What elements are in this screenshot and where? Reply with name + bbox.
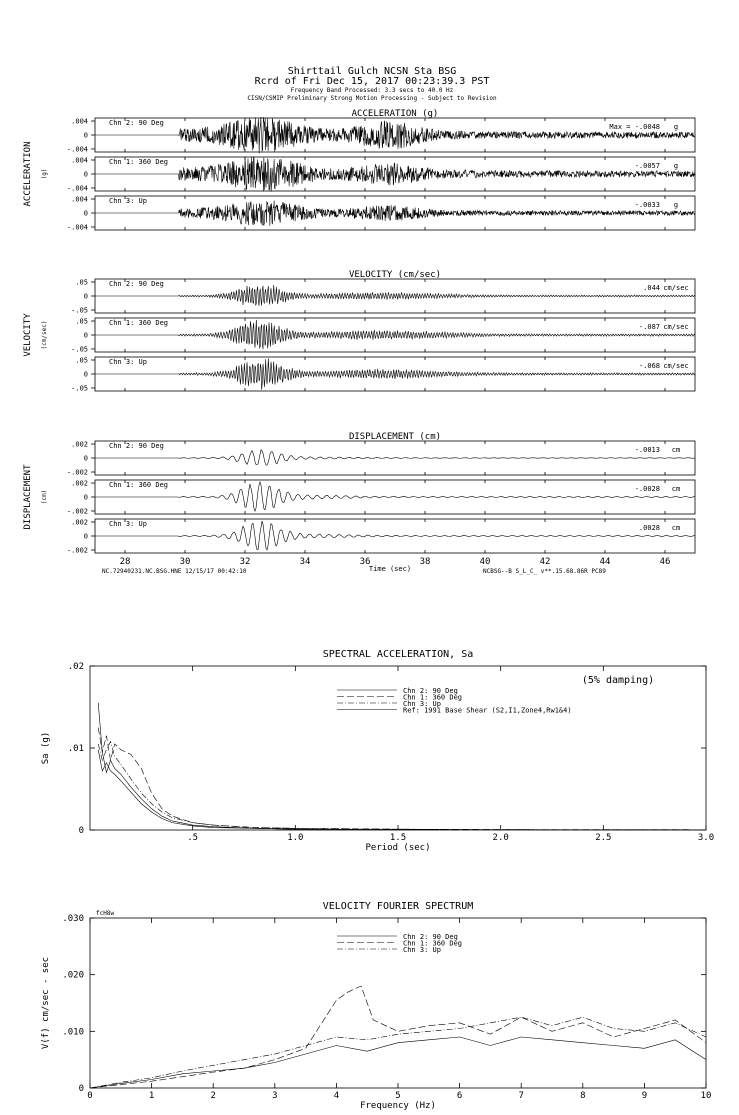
x-tick-label: 38 <box>419 557 431 567</box>
trace-line <box>95 358 695 389</box>
channel-label: Chn 3: Up <box>109 358 147 366</box>
chart-legend <box>337 933 462 954</box>
channel-label: Chn 2: 90 Deg <box>109 119 164 127</box>
channel-trace-3 <box>67 519 695 555</box>
y-tick-label: -.05 <box>71 306 88 315</box>
x-tick-label: .5 <box>187 833 199 843</box>
trace-frame <box>95 318 695 352</box>
y-tick-label: .020 <box>62 970 84 981</box>
series-line-3 <box>90 1017 706 1088</box>
peak-value: -.0033 <box>634 201 660 209</box>
peak-value: -.0013 <box>634 446 660 454</box>
y-tick-label: 0 <box>83 370 88 379</box>
peak-value: -.068 <box>638 362 660 370</box>
channel-label: Chn 3: Up <box>109 197 147 205</box>
series-line-2 <box>98 728 706 830</box>
spectral-acceleration-chart <box>41 649 714 853</box>
trace-line <box>95 201 695 226</box>
legend-label: Ref: 1991 Base Shear (S2,I1,Zone4,Rw1&4) <box>403 706 572 715</box>
peak-value: .0028 <box>638 524 660 532</box>
peak-unit: cm/sec <box>663 323 689 331</box>
y-tick-label: -.004 <box>66 223 88 232</box>
displacement-panel <box>23 432 695 575</box>
y-tick-label: .004 <box>71 156 88 165</box>
y-tick-label: 0 <box>83 532 88 541</box>
x-tick-label: 9 <box>641 1091 648 1101</box>
x-tick-label: 1.0 <box>287 833 304 843</box>
panel-unit-label: (g) <box>41 168 48 180</box>
channel-label: Chn 1: 360 Deg <box>109 481 169 489</box>
x-tick-label: 30 <box>179 557 191 567</box>
channel-trace-1 <box>67 117 695 154</box>
legend-label: Chn 1: 360 Deg <box>403 693 463 702</box>
trace-frame <box>95 357 695 391</box>
peak-unit: cm <box>671 485 681 493</box>
y-tick-label: .05 <box>75 278 88 287</box>
y-tick-label: 0 <box>83 493 88 502</box>
channel-label: Chn 2: 90 Deg <box>109 280 164 288</box>
y-tick-label: 0 <box>83 131 88 140</box>
x-tick-label: 10 <box>700 1091 712 1101</box>
y-tick-label: .05 <box>75 356 88 365</box>
record-id-footer: NC.72940231.NC.BSG.HNE 12/15/17 00:42:10 <box>102 568 247 575</box>
x-tick-label: 8 <box>580 1091 586 1101</box>
y-tick-label: .004 <box>71 195 88 204</box>
y-tick-label: -.004 <box>66 145 88 154</box>
record-date: Rcrd of Fri Dec 15, 2017 00:23:39.3 PST <box>254 76 490 87</box>
panel-title: ACCELERATION (g) <box>351 109 439 119</box>
peak-unit: cm/sec <box>663 362 689 370</box>
x-tick-label: 2 <box>210 1091 216 1101</box>
velocity-panel <box>23 270 695 393</box>
series-line-1 <box>90 1037 706 1088</box>
trace-line <box>95 285 695 306</box>
station-code-footer: NCBSG--B S_L_C_ v**.15.68.86R PC89 <box>483 568 606 575</box>
legend-label: Chn 2: 90 Deg <box>403 687 458 695</box>
legend-label: Chn 2: 90 Deg <box>403 933 458 941</box>
channel-label: Chn 1: 360 Deg <box>109 158 169 166</box>
y-tick-label: .02 <box>67 662 84 672</box>
channel-trace-2 <box>67 480 695 516</box>
peak-value: -.0057 <box>634 162 660 170</box>
channel-trace-1 <box>67 441 695 477</box>
channel-trace-2 <box>71 318 695 354</box>
x-tick-label: 34 <box>299 557 311 567</box>
y-tick-label: 0 <box>83 209 88 218</box>
peak-unit: g <box>673 123 679 131</box>
y-tick-label: -.002 <box>66 546 88 555</box>
legend-label: Chn 3: Up <box>403 700 441 708</box>
panel-side-label: DISPLACEMENT <box>23 464 33 530</box>
y-tick-label: 0 <box>78 826 84 836</box>
y-tick-label: .030 <box>62 914 84 924</box>
x-tick-label: 4 <box>333 1091 340 1101</box>
panel-side-label: ACCELERATION <box>23 141 33 207</box>
y-tick-label: .004 <box>71 117 88 126</box>
y-tick-label: .01 <box>67 744 84 754</box>
x-tick-label: 40 <box>479 557 491 567</box>
y-tick-label: 0 <box>83 170 88 179</box>
trace-line <box>95 482 695 511</box>
y-axis-label: V(f) cm/sec - sec <box>41 956 51 1050</box>
y-tick-label: 0 <box>83 331 88 340</box>
legend-label: Chn 3: Up <box>403 946 441 954</box>
channel-label: Chn 1: 360 Deg <box>109 319 169 327</box>
x-tick-label: 46 <box>659 557 671 567</box>
x-tick-label: 6 <box>456 1091 463 1101</box>
peak-value: -.0028 <box>634 485 660 493</box>
x-axis-label: Period (sec) <box>365 843 431 853</box>
channel-label: Chn 2: 90 Deg <box>109 442 164 450</box>
channel-trace-3 <box>71 357 695 393</box>
x-tick-label: 2.0 <box>492 833 509 843</box>
corner-label: fcH8w <box>96 910 115 917</box>
x-tick-label: 36 <box>359 557 371 567</box>
velocity-fourier-spectrum-chart <box>41 901 711 1111</box>
x-tick-label: 28 <box>119 557 131 567</box>
y-tick-label: 0 <box>83 292 88 301</box>
processing-note: CISN/CSMIP Preliminary Strong Motion Processing - Subject to Revision <box>247 95 497 102</box>
panel-title: DISPLACEMENT (cm) <box>348 432 442 442</box>
x-axis-label: Time (sec) <box>368 565 412 573</box>
channel-trace-2 <box>67 157 695 193</box>
series-line-1 <box>98 703 706 830</box>
series-line-3 <box>98 741 706 829</box>
x-tick-label: 42 <box>539 557 551 567</box>
chart-title: VELOCITY FOURIER SPECTRUM <box>322 901 474 912</box>
channel-trace-1 <box>71 279 695 315</box>
y-tick-label: -.05 <box>71 384 88 393</box>
x-tick-label: 5 <box>395 1091 401 1101</box>
y-tick-label: -.002 <box>66 468 88 477</box>
peak-value: Max = -.0048 <box>609 123 660 131</box>
acceleration-panel <box>23 109 695 232</box>
panel-side-label: VELOCITY <box>23 313 33 357</box>
series-line-4 <box>98 750 706 830</box>
plot-frame <box>90 666 706 830</box>
peak-value: .044 <box>643 284 660 292</box>
y-tick-label: -.002 <box>66 507 88 516</box>
channel-trace-3 <box>67 196 695 232</box>
x-axis-label: Frequency (Hz) <box>360 1101 436 1111</box>
panel-unit-label: (cm/sec) <box>41 320 48 350</box>
chart-legend <box>337 687 572 715</box>
trace-line <box>95 157 695 192</box>
y-tick-label: -.004 <box>66 184 88 193</box>
x-tick-label: 1 <box>148 1091 155 1101</box>
peak-value: -.087 <box>638 323 660 331</box>
y-tick-label: .05 <box>75 317 88 326</box>
x-tick-label: 44 <box>599 557 611 567</box>
y-tick-label: 0 <box>78 1084 84 1094</box>
peak-unit: cm <box>671 446 681 454</box>
y-axis-label: Sa (g) <box>41 731 51 765</box>
y-tick-label: 0 <box>83 454 88 463</box>
y-tick-label: .010 <box>62 1027 84 1038</box>
plot-frame <box>90 918 706 1088</box>
x-tick-label: 32 <box>239 557 251 567</box>
series-line-2 <box>90 986 706 1088</box>
trace-line <box>95 521 695 550</box>
trace-line <box>95 450 695 465</box>
x-tick-label: 0 <box>87 1091 93 1101</box>
x-tick-label: 3.0 <box>697 833 715 843</box>
channel-label: Chn 3: Up <box>109 520 147 528</box>
x-tick-label: 1.5 <box>389 833 407 843</box>
trace-line <box>95 320 695 349</box>
panel-unit-label: (cm) <box>41 489 48 505</box>
chart-title: SPECTRAL ACCELERATION, Sa <box>322 649 474 660</box>
x-tick-label: 3 <box>272 1091 278 1101</box>
peak-unit: g <box>673 201 679 209</box>
legend-label: Chn 1: 360 Deg <box>403 939 463 948</box>
x-tick-label: 7 <box>518 1091 524 1101</box>
y-tick-label: .002 <box>71 479 88 488</box>
peak-unit: cm/sec <box>663 284 689 292</box>
peak-unit: cm <box>671 524 681 532</box>
x-tick-label: 2.5 <box>595 833 612 843</box>
trace-line <box>95 117 695 153</box>
y-tick-label: .002 <box>71 440 88 449</box>
peak-unit: g <box>673 162 679 170</box>
damping-annotation: (5% damping) <box>581 675 655 686</box>
y-tick-label: .002 <box>71 518 88 527</box>
panel-title: VELOCITY (cm/sec) <box>348 270 442 280</box>
y-tick-label: -.05 <box>71 345 88 354</box>
frequency-band: Frequency Band Processed: 3.3 secs to 40.0 Hz <box>290 87 454 94</box>
station-title: Shirttail Gulch NCSN Sta BSG <box>287 66 457 77</box>
